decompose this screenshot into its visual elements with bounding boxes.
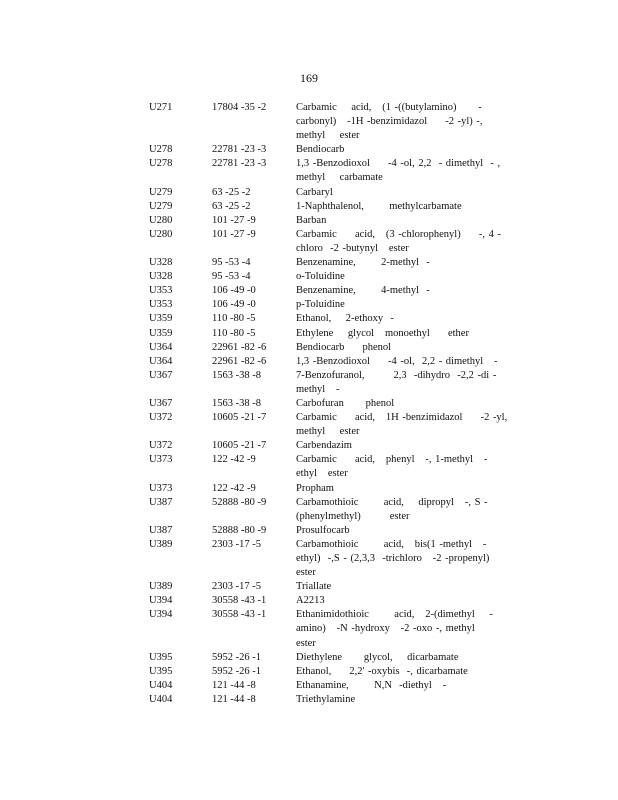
- table-row: [149, 594, 489, 608]
- waste-code: U280: [149, 214, 173, 226]
- cas-number: 1563 -38 -8: [212, 369, 261, 381]
- waste-code: U367: [149, 397, 173, 409]
- chemical-name-line: Bendiocarb: [296, 144, 345, 156]
- table-row: [149, 608, 493, 650]
- chemical-name-line: Triethylamine: [296, 693, 356, 705]
- chemical-name-line: Carbamic acid, 1H -benzimidazol -2 -yl,: [296, 412, 508, 424]
- chemical-name: [296, 341, 486, 355]
- cas-number: 106 -49 -0: [212, 285, 256, 297]
- waste-code: U395: [149, 651, 173, 663]
- chemical-name: [296, 143, 486, 157]
- chemical-name: [296, 538, 490, 580]
- cas-number: 10605 -21 -7: [212, 440, 267, 452]
- chemical-name: [296, 284, 486, 298]
- chemical-name: [296, 693, 486, 707]
- cas-number: 17804 -35 -2: [212, 102, 267, 113]
- table-row: [149, 482, 489, 496]
- chemical-name-line: 1,3 -Benzodioxol -4 -ol, 2,2 - dimethyl -: [296, 355, 498, 367]
- waste-code: U372: [149, 440, 173, 452]
- waste-code: U364: [149, 355, 173, 367]
- chemical-name: [296, 200, 486, 214]
- table-row: [149, 580, 489, 594]
- chemical-name: [296, 594, 486, 608]
- table-row: [149, 327, 489, 341]
- chemical-name-line: ethyl ester: [296, 468, 348, 480]
- chemical-name: [296, 214, 486, 228]
- chemical-name-line: methyl ester: [296, 130, 360, 142]
- chemical-name-line: p-Toluidine: [296, 299, 345, 311]
- cas-number: 101 -27 -9: [212, 228, 256, 240]
- chemical-name-line: Carbaryl: [296, 186, 333, 198]
- waste-code: U279: [149, 200, 173, 212]
- table-row: [149, 538, 489, 580]
- chemical-name: [296, 369, 497, 397]
- chemical-name-line: o-Toluidine: [296, 271, 345, 283]
- chemical-name: [296, 355, 498, 369]
- chemical-name: [296, 298, 486, 312]
- waste-code: U367: [149, 369, 173, 381]
- chemical-name: [296, 679, 486, 693]
- waste-code: U278: [149, 158, 173, 170]
- chemical-name-line: ester: [296, 637, 316, 649]
- chemical-name-line: Ethanol, 2-ethoxy -: [296, 313, 394, 325]
- chemical-name-line: Benzenamine, 2-methyl -: [296, 257, 430, 269]
- table-row: [149, 496, 489, 524]
- waste-code: U395: [149, 665, 173, 677]
- chemical-name-line: methyl -: [296, 383, 340, 395]
- cas-number: 95 -53 -4: [212, 257, 251, 269]
- cas-number: 22781 -23 -3: [212, 158, 267, 170]
- cas-number: 52888 -80 -9: [212, 496, 267, 508]
- chemical-name-line: Prosulfocarb: [296, 524, 350, 536]
- table-row: [149, 453, 489, 481]
- table-row: [149, 101, 489, 143]
- table-row: [149, 679, 489, 693]
- chemical-name-line: chloro -2 -butynyl ester: [296, 242, 409, 254]
- table-row: [149, 270, 489, 284]
- chemical-name: [296, 157, 501, 185]
- cas-number: 63 -25 -2: [212, 200, 251, 212]
- table-row: [149, 355, 498, 369]
- table-row: [149, 369, 497, 397]
- chemical-name: [296, 101, 486, 143]
- waste-code: U353: [149, 285, 173, 297]
- waste-code: U389: [149, 581, 173, 593]
- chemical-name-line: Carbamic acid, (1 -((butylamino) -: [296, 102, 482, 113]
- cas-number: 122 -42 -9: [212, 482, 256, 494]
- chemical-name-line: amino) -N -hydroxy -2 -oxo -, methyl: [296, 623, 475, 635]
- chemical-name-line: carbonyl) -1H -benzimidazol -2 -yl) -,: [296, 116, 483, 128]
- waste-code: U353: [149, 299, 173, 311]
- table-row: [149, 665, 489, 679]
- table-row: [149, 312, 489, 326]
- cas-number: 1563 -38 -8: [212, 397, 261, 409]
- cas-number: 10605 -21 -7: [212, 412, 267, 424]
- cas-number: 52888 -80 -9: [212, 524, 267, 536]
- chemical-name-line: Carbamothioic acid, bis(1 -methyl -: [296, 538, 487, 550]
- cas-number: 22961 -82 -6: [212, 355, 267, 367]
- waste-code: U328: [149, 271, 173, 283]
- chemical-name-line: Carbamothioic acid, dipropyl -, S -: [296, 496, 488, 508]
- table-row: [149, 186, 489, 200]
- chemical-name: [296, 496, 486, 524]
- chemical-name-line: 7-Benzofuranol, 2,3 -dihydro -2,2 -di -: [296, 369, 497, 381]
- chemical-name: [296, 327, 486, 341]
- waste-code: U404: [149, 679, 173, 691]
- cas-number: 122 -42 -9: [212, 454, 256, 466]
- chemical-name-line: methyl carbamate: [296, 172, 383, 184]
- table-row: [149, 439, 489, 453]
- cas-number: 106 -49 -0: [212, 299, 256, 311]
- chemical-name: [296, 397, 486, 411]
- cas-number: 121 -44 -8: [212, 679, 256, 691]
- cas-number: 110 -80 -5: [212, 327, 256, 339]
- chemical-name: [296, 312, 486, 326]
- waste-code: U404: [149, 693, 173, 705]
- table-row: [149, 143, 489, 157]
- chemical-name-line: A2213: [296, 595, 325, 607]
- chemical-name-line: 1,3 -Benzodioxol -4 -ol, 2,2 - dimethyl - ,: [296, 158, 501, 170]
- cas-number: 121 -44 -8: [212, 693, 256, 705]
- chemical-name-line: Bendiocarb phenol: [296, 341, 392, 353]
- chemical-name: [296, 186, 486, 200]
- chemical-name: [296, 665, 486, 679]
- cas-number: 5952 -26 -1: [212, 665, 261, 677]
- cas-number: 22961 -82 -6: [212, 341, 267, 353]
- cas-number: 2303 -17 -5: [212, 581, 261, 593]
- chemical-name-line: Ethanol, 2,2' -oxybis -, dicarbamate: [296, 665, 468, 677]
- waste-code: U373: [149, 482, 173, 494]
- table-row: [149, 524, 489, 538]
- waste-code: U373: [149, 454, 173, 466]
- chemical-name: [296, 411, 508, 439]
- waste-code: U387: [149, 496, 173, 508]
- chemical-name-line: ester: [296, 567, 316, 579]
- chemical-name: [296, 453, 486, 481]
- cas-number: 110 -80 -5: [212, 313, 256, 325]
- table-row: [149, 200, 489, 214]
- waste-code: U328: [149, 257, 173, 269]
- chemical-name: [296, 524, 486, 538]
- chemical-name-line: methyl ester: [296, 426, 360, 438]
- table-row: [149, 397, 489, 411]
- chemical-name-line: Diethylene glycol, dicarbamate: [296, 651, 459, 663]
- waste-code: U359: [149, 313, 173, 325]
- waste-code: U359: [149, 327, 173, 339]
- cas-number: 101 -27 -9: [212, 214, 256, 226]
- cas-number: 2303 -17 -5: [212, 538, 261, 550]
- chemical-name: [296, 651, 486, 665]
- waste-code: U364: [149, 341, 173, 353]
- chemical-name-line: Propham: [296, 482, 334, 494]
- waste-code: U394: [149, 595, 173, 607]
- cas-number: 95 -53 -4: [212, 271, 251, 283]
- chemical-name-line: 1-Naphthalenol, methylcarbamate: [296, 200, 462, 212]
- waste-code: U279: [149, 186, 173, 198]
- chemical-name-line: Ethanamine, N,N -diethyl -: [296, 679, 447, 691]
- waste-code: U278: [149, 144, 173, 156]
- waste-code: U280: [149, 228, 173, 240]
- chemical-name-line: Carbofuran phenol: [296, 397, 395, 409]
- waste-code: U387: [149, 524, 173, 536]
- table-row: [149, 284, 489, 298]
- table-row: [149, 214, 489, 228]
- chemical-name-line: Carbamic acid, phenyl -, 1-methyl -: [296, 454, 488, 466]
- chemical-name-line: (phenylmethyl) ester: [296, 510, 410, 522]
- table-row: [149, 298, 489, 312]
- waste-code: U389: [149, 538, 173, 550]
- table-row: [149, 411, 508, 439]
- table-row: [149, 693, 489, 707]
- cas-number: 30558 -43 -1: [212, 609, 267, 621]
- table-row: [149, 341, 489, 355]
- chemical-name: [296, 256, 486, 270]
- page-number: 169: [300, 71, 318, 85]
- chemical-name: [296, 482, 486, 496]
- chemical-name-line: Ethylene glycol monoethyl ether: [296, 327, 469, 339]
- chemical-name-line: Triallate: [296, 581, 332, 593]
- chemical-name-line: Benzenamine, 4-methyl -: [296, 285, 430, 297]
- chemical-name: [296, 580, 486, 594]
- chemical-name: [296, 270, 486, 284]
- table-row: [149, 228, 501, 256]
- chemical-name-line: Ethanimidothioic acid, 2-(dimethyl -: [296, 609, 493, 621]
- waste-code: U394: [149, 609, 173, 621]
- chemical-name-line: Carbendazim: [296, 440, 352, 452]
- table-row: [149, 651, 489, 665]
- chemical-name-line: ethyl) -,S - (2,3,3 -trichloro -2 -propenyl): [296, 553, 490, 564]
- waste-code: U372: [149, 412, 173, 424]
- waste-code: U271: [149, 102, 173, 113]
- cas-number: 63 -25 -2: [212, 186, 251, 198]
- hazardous-waste-code-table: [149, 101, 508, 707]
- table-row: [149, 256, 489, 270]
- chemical-name-line: Barban: [296, 214, 327, 226]
- chemical-name: [296, 439, 486, 453]
- chemical-name: [296, 228, 501, 256]
- cas-number: 22781 -23 -3: [212, 144, 267, 156]
- chemical-name-line: Carbamic acid, (3 -chlorophenyl) -, 4 -: [296, 228, 501, 240]
- cas-number: 5952 -26 -1: [212, 651, 261, 663]
- cas-number: 30558 -43 -1: [212, 595, 267, 607]
- chemical-name: [296, 608, 493, 650]
- table-row: [149, 157, 501, 185]
